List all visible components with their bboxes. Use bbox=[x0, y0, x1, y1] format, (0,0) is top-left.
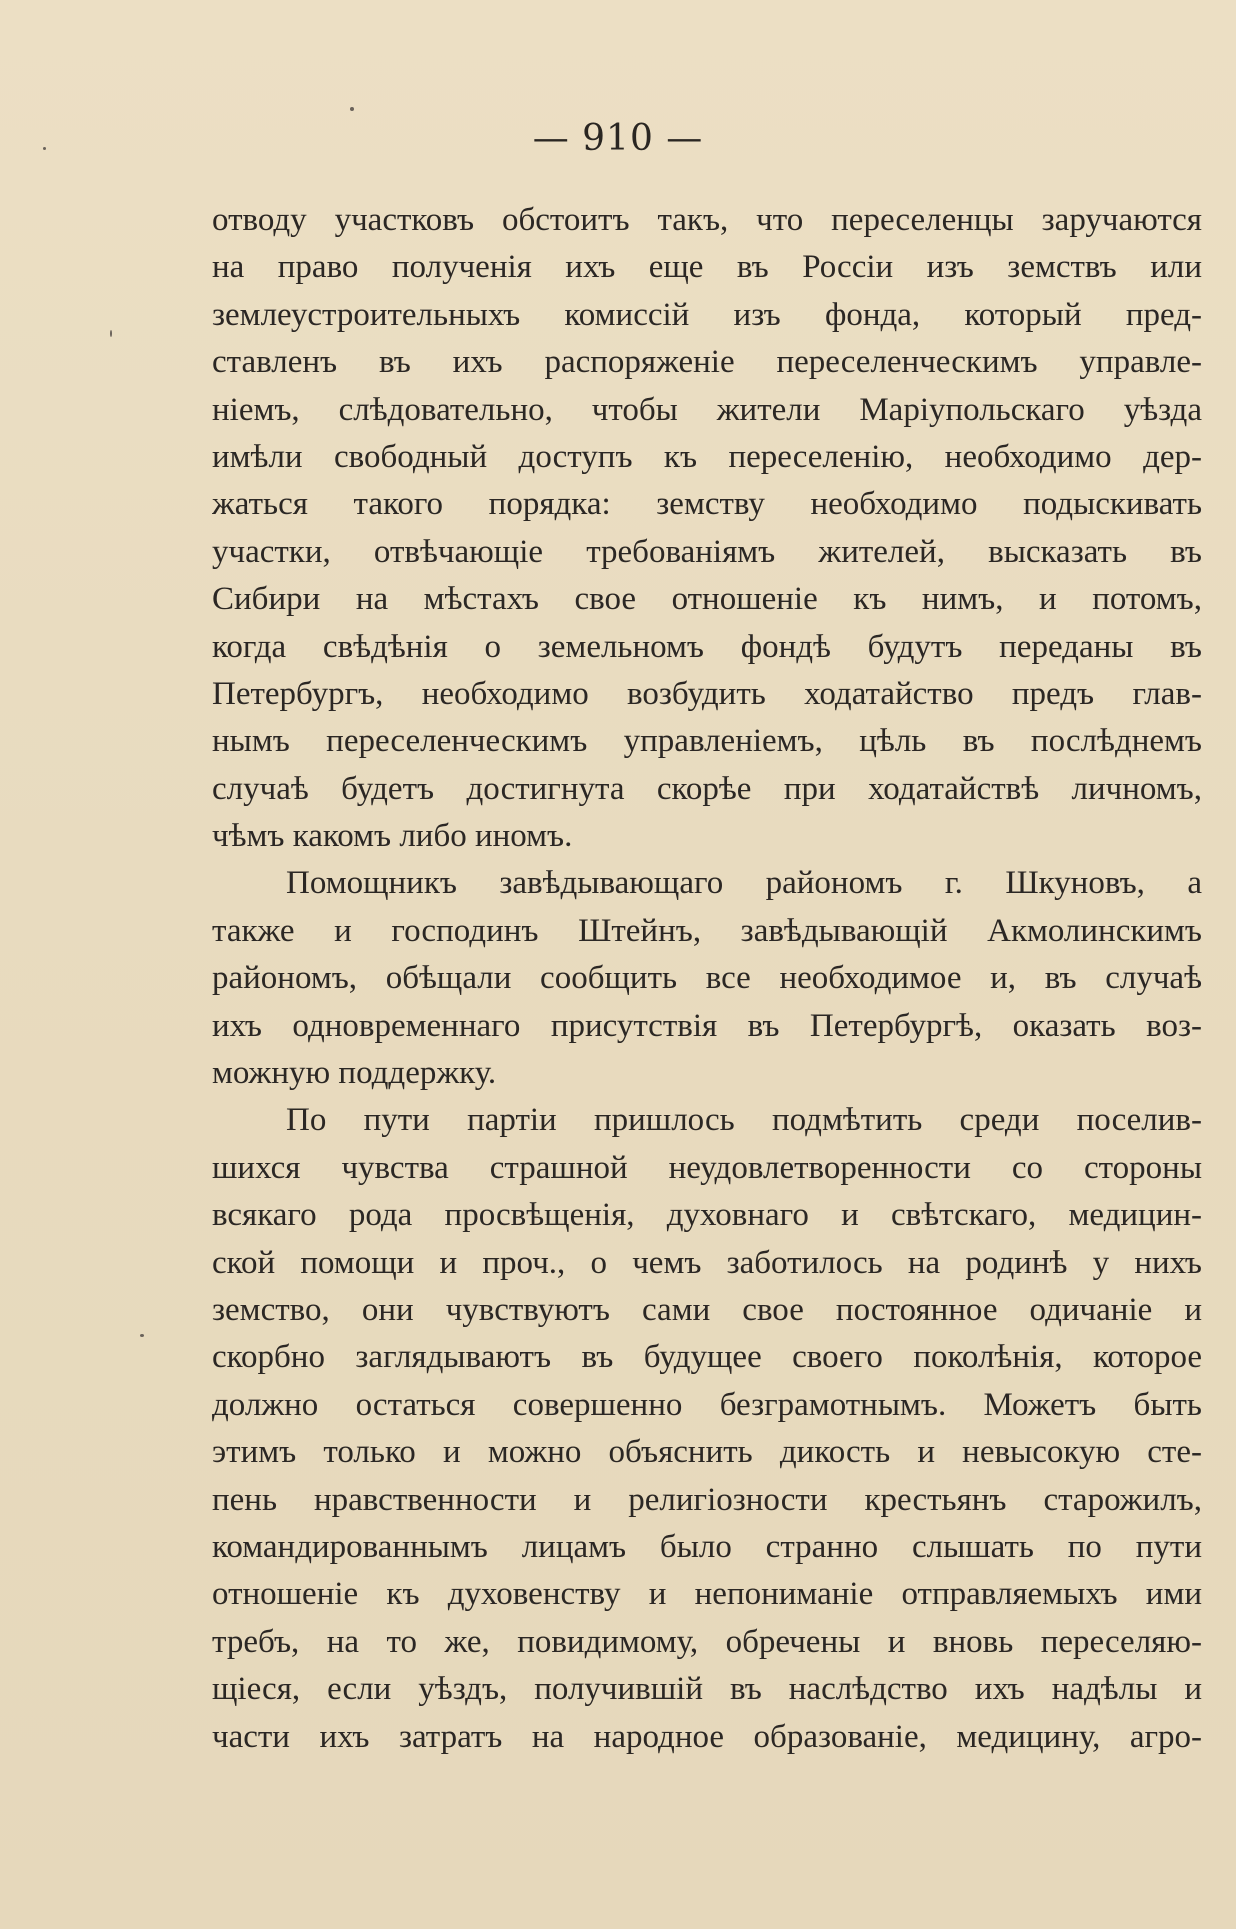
text-line: ставленъ въ ихъ распоряженіе переселенческимъ управле- bbox=[212, 344, 1202, 381]
text-line: Петербургъ, необходимо возбудить ходатайство предъ глав- bbox=[212, 675, 1202, 712]
text-line: имѣли свободный доступъ къ переселенію, необходимо дер- bbox=[212, 438, 1202, 475]
text-line: землеустроительныхъ комиссій изъ фонда, который пред- bbox=[212, 296, 1202, 333]
text-line: случаѣ будетъ достигнута скорѣе при ходатайствѣ личномъ, bbox=[212, 770, 1202, 807]
text-line: ской помощи и проч., о чемъ заботилось на родинѣ у нихъ bbox=[212, 1244, 1202, 1281]
body-text bbox=[212, 197, 1202, 1761]
text-line: всякаго рода просвѣщенія, духовнаго и свѣтскаго, медицин- bbox=[212, 1197, 1202, 1234]
text-line: шихся чувства страшной неудовлетворенности со стороны bbox=[212, 1149, 1202, 1186]
text-line: должно остаться совершенно безграмотнымъ. Можетъ быть bbox=[212, 1386, 1202, 1423]
text-line: части ихъ затратъ на народное образованіе, медицину, агро- bbox=[212, 1718, 1202, 1755]
text-line: участки, отвѣчающіе требованіямъ жителей, высказать въ bbox=[212, 533, 1202, 570]
text-line: когда свѣдѣнія о земельномъ фондѣ будутъ переданы въ bbox=[212, 628, 1202, 665]
text-line: скорбно заглядываютъ въ будущее своего поколѣнія, которое bbox=[212, 1339, 1202, 1376]
text-line: земство, они чувствуютъ сами свое постоянное одичаніе и bbox=[212, 1291, 1202, 1328]
text-line: отношеніе къ духовенству и непониманіе отправляемыхъ ими bbox=[212, 1576, 1202, 1613]
text-line: Сибири на мѣстахъ свое отношеніе къ нимъ, и потомъ, bbox=[212, 581, 1202, 618]
text-line: отводу участковъ обстоитъ такъ, что переселенцы заручаются bbox=[212, 202, 1202, 238]
page-number: — 910 — bbox=[532, 118, 704, 159]
text-line: командированнымъ лицамъ было странно слышать по пути bbox=[212, 1528, 1202, 1565]
ink-speck bbox=[350, 107, 354, 111]
text-line: райономъ, обѣщали сообщить все необходимое и, въ случаѣ bbox=[212, 960, 1202, 997]
text-line: жаться такого порядка: земству необходимо подыскивать bbox=[212, 486, 1202, 523]
ink-speck bbox=[110, 330, 112, 337]
text-line: щіеся, если уѣздъ, получившій въ наслѣдство ихъ надѣлы и bbox=[212, 1671, 1202, 1708]
ink-speck bbox=[140, 1334, 144, 1337]
paragraph-start-line: По пути партіи пришлось подмѣтить среди поселив- bbox=[286, 1102, 1202, 1139]
paragraph-end-line: можную поддержку. bbox=[212, 1055, 497, 1092]
text-line: также и господинъ Штейнъ, завѣдывающій Акмолинскимъ bbox=[212, 912, 1202, 949]
text-line: этимъ только и можно объяснить дикость и невысокую сте- bbox=[212, 1434, 1202, 1471]
text-line: на право полученія ихъ еще въ Россіи изъ земствъ или bbox=[212, 249, 1202, 286]
paragraph-end-line: чѣмъ какомъ либо иномъ. bbox=[212, 818, 573, 855]
text-line: пень нравственности и религіозности крестьянъ старожилъ, bbox=[212, 1481, 1202, 1518]
text-line: ихъ одновременнаго присутствія въ Петербургѣ, оказать воз- bbox=[212, 1007, 1202, 1044]
text-line: ніемъ, слѣдовательно, чтобы жители Маріупольскаго уѣзда bbox=[212, 391, 1202, 428]
paragraph-start-line: Помощникъ завѣдывающаго райономъ г. Шкуновъ, а bbox=[286, 865, 1202, 902]
text-line: нымъ переселенческимъ управленіемъ, цѣль въ послѣднемъ bbox=[212, 723, 1202, 760]
text-line: требъ, на то же, повидимому, обречены и вновь переселяю- bbox=[212, 1623, 1202, 1660]
